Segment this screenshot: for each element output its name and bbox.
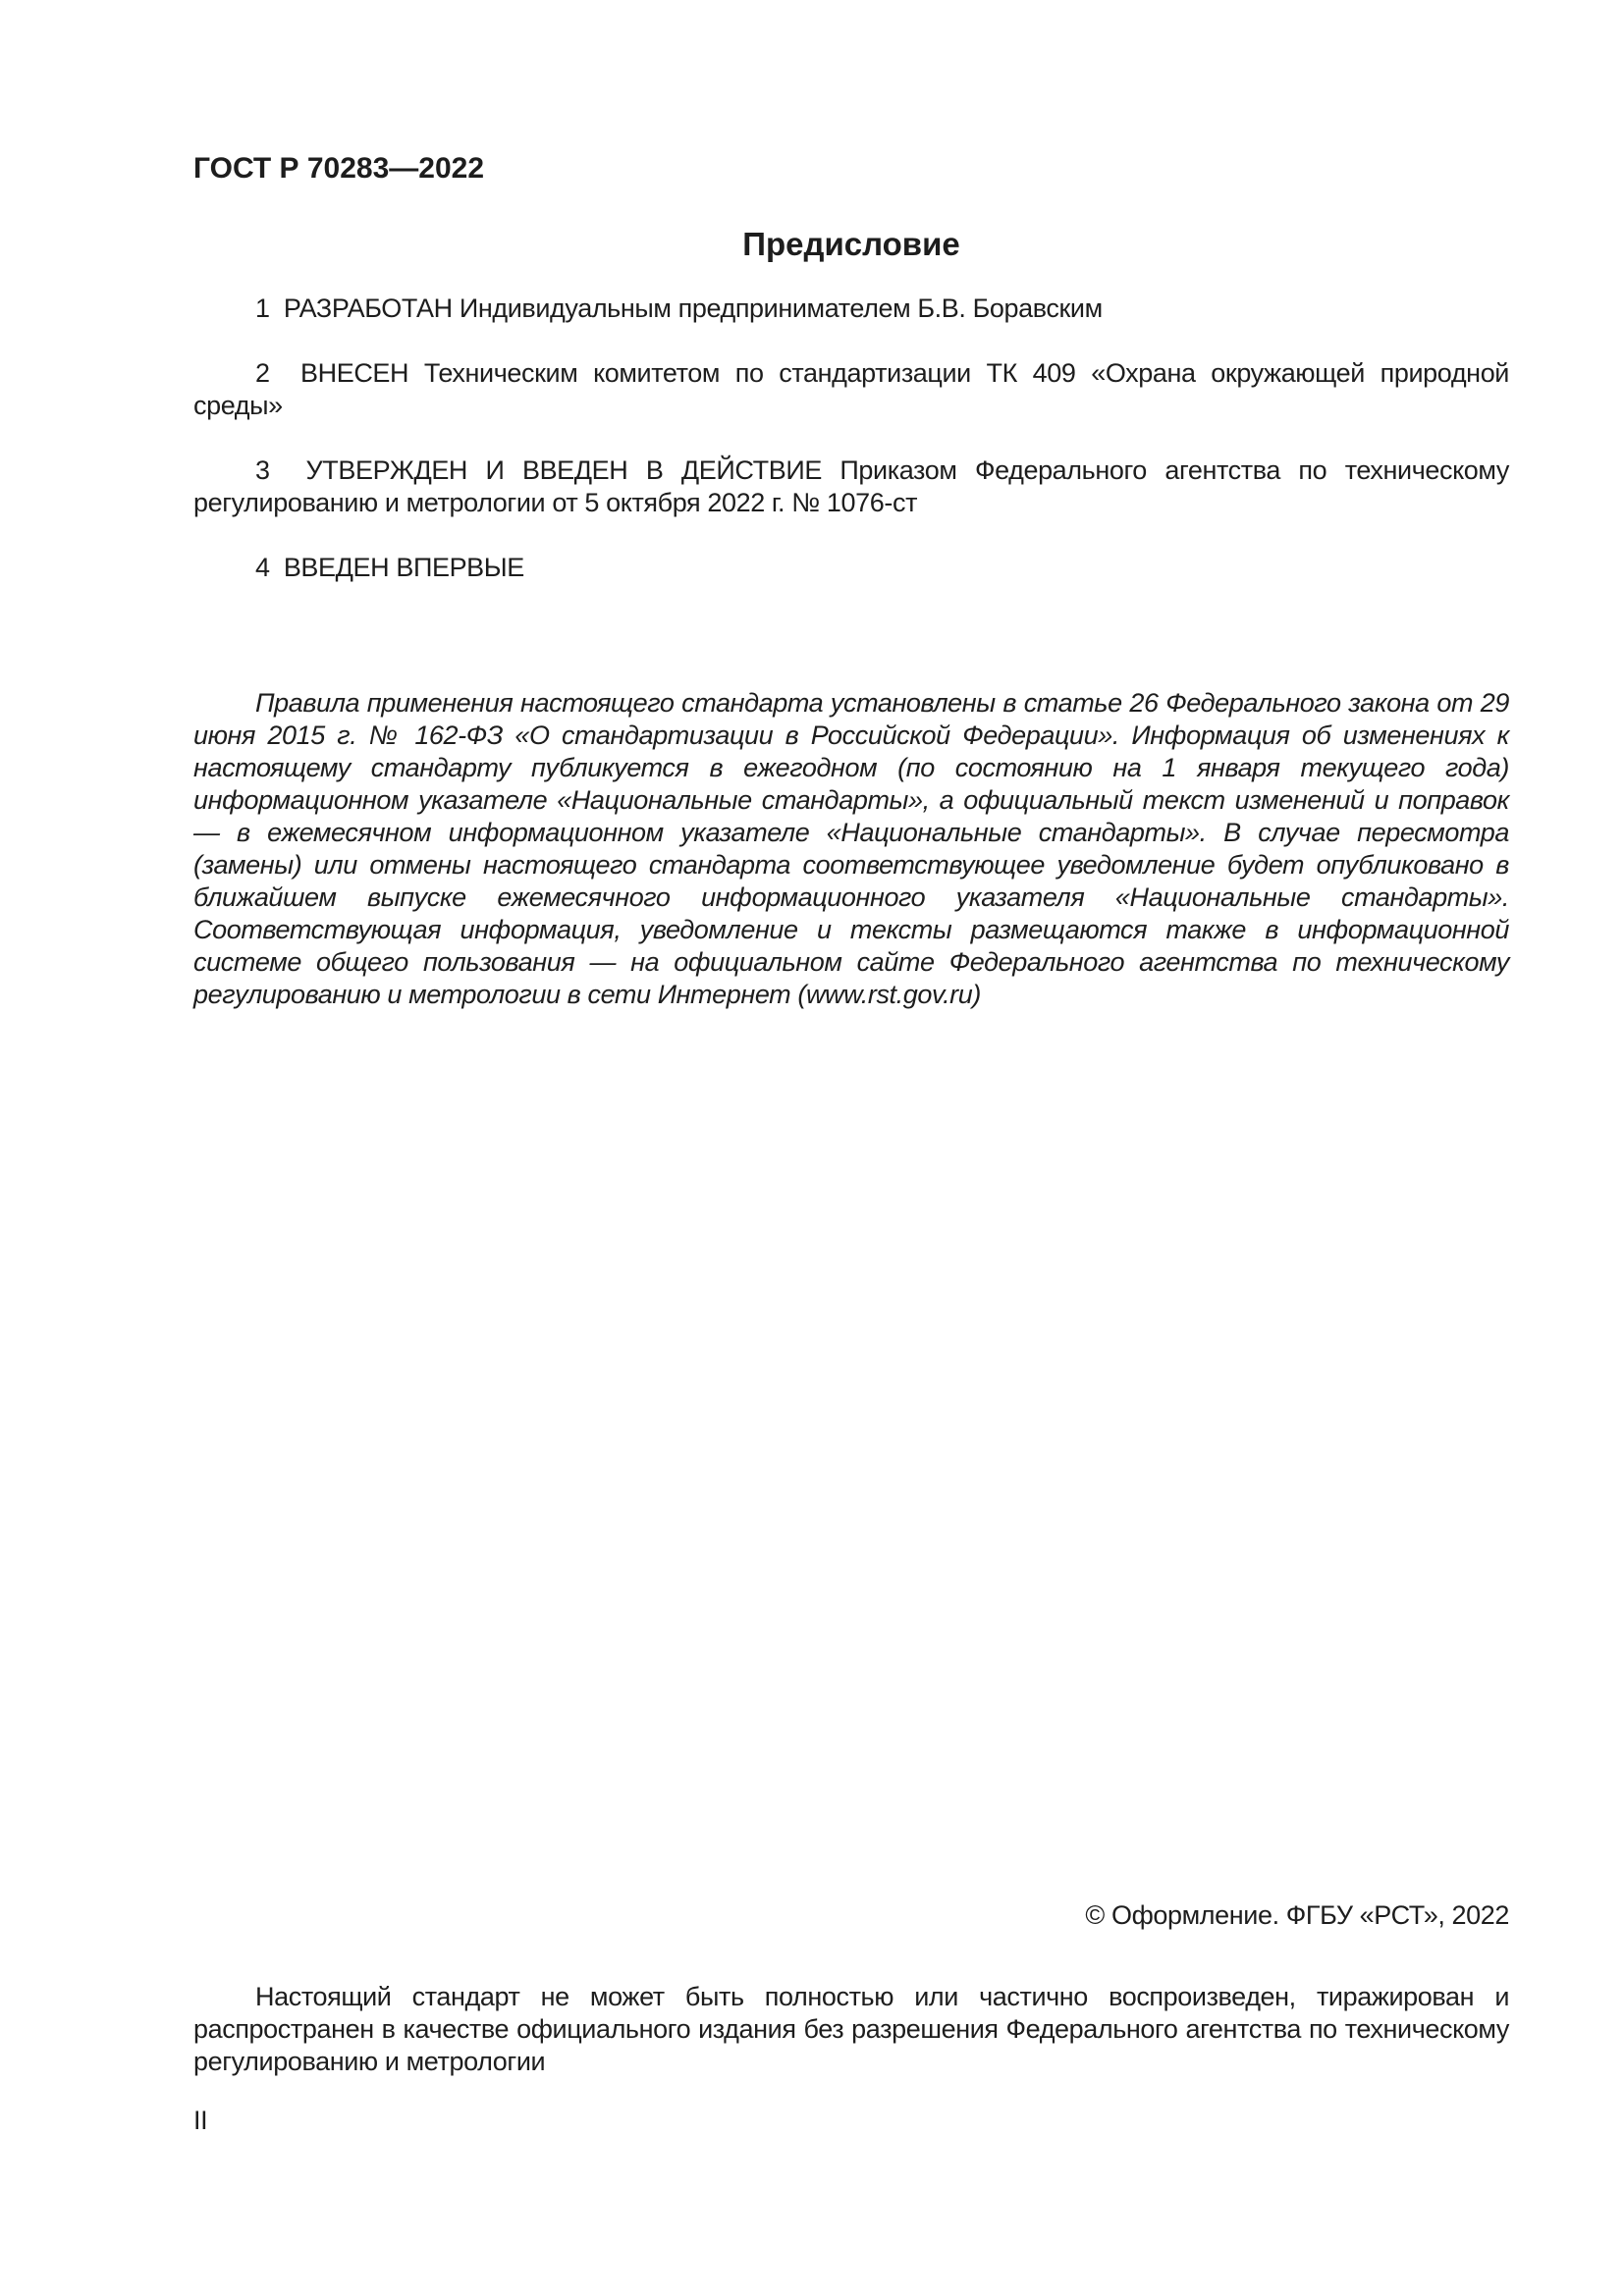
standard-code-header: ГОСТ Р 70283—2022: [193, 152, 485, 185]
foreword-item-1: 1 РАЗРАБОТАН Индивидуальным предпринимателем Б.В. Боравским: [255, 294, 1103, 323]
legal-application-notice: Правила применения настоящего стандарта установлены в статье 26 Федерального закона от 29 июня 2015 г. № 162-ФЗ «О стандартизации в Российской Федерации». Информация об изменениях к настоящему стандарту публикуется в ежегодном (по состоянию на 1 января текущего года) информационном указателе «Национальные стандарты», а официальный текст изменений и поправок — в ежемесячном информационном указателе «Национальные стандарты». В случае пересмотра (замены) или отмены настоящего стандарта соответствующее уведомление будет опубликовано в ближайшем выпуске ежемесячного информационного указателя «Национальные стандарты». Соответствующая информация, уведомление и тексты размещаются также в информационной системе общего пользования — на официальном сайте Федерального агентства по техническому регулированию и метрологии в сети Интернет (www.rst.gov.ru): [193, 688, 1509, 1009]
foreword-section: [193, 293, 1517, 584]
reproduction-restriction-notice: Настоящий стандарт не может быть полностью или частично воспроизведен, тиражирован и распространен в качестве официального издания без разрешения Федерального агентства по техническому регулированию и метрологии: [193, 1982, 1509, 2076]
foreword-item-4: 4 ВВЕДЕН ВПЕРВЫЕ: [255, 553, 524, 582]
section-title: Предисловие: [742, 226, 960, 262]
foreword-item-2: 2 ВНЕСЕН Техническим комитетом по стандартизации ТК 409 «Охрана окружающей природной среды»: [193, 358, 1517, 420]
page-number: II: [193, 2106, 208, 2135]
foreword-item-3: 3 УТВЕРЖДЕН И ВВЕДЕН В ДЕЙСТВИЕ Приказом Федерального агентства по техническому регулированию и метрологии от 5 октября 2022 г. № 1076-ст: [193, 455, 1517, 517]
copyright-line: © Оформление. ФГБУ «РСТ», 2022: [1085, 1900, 1509, 1930]
